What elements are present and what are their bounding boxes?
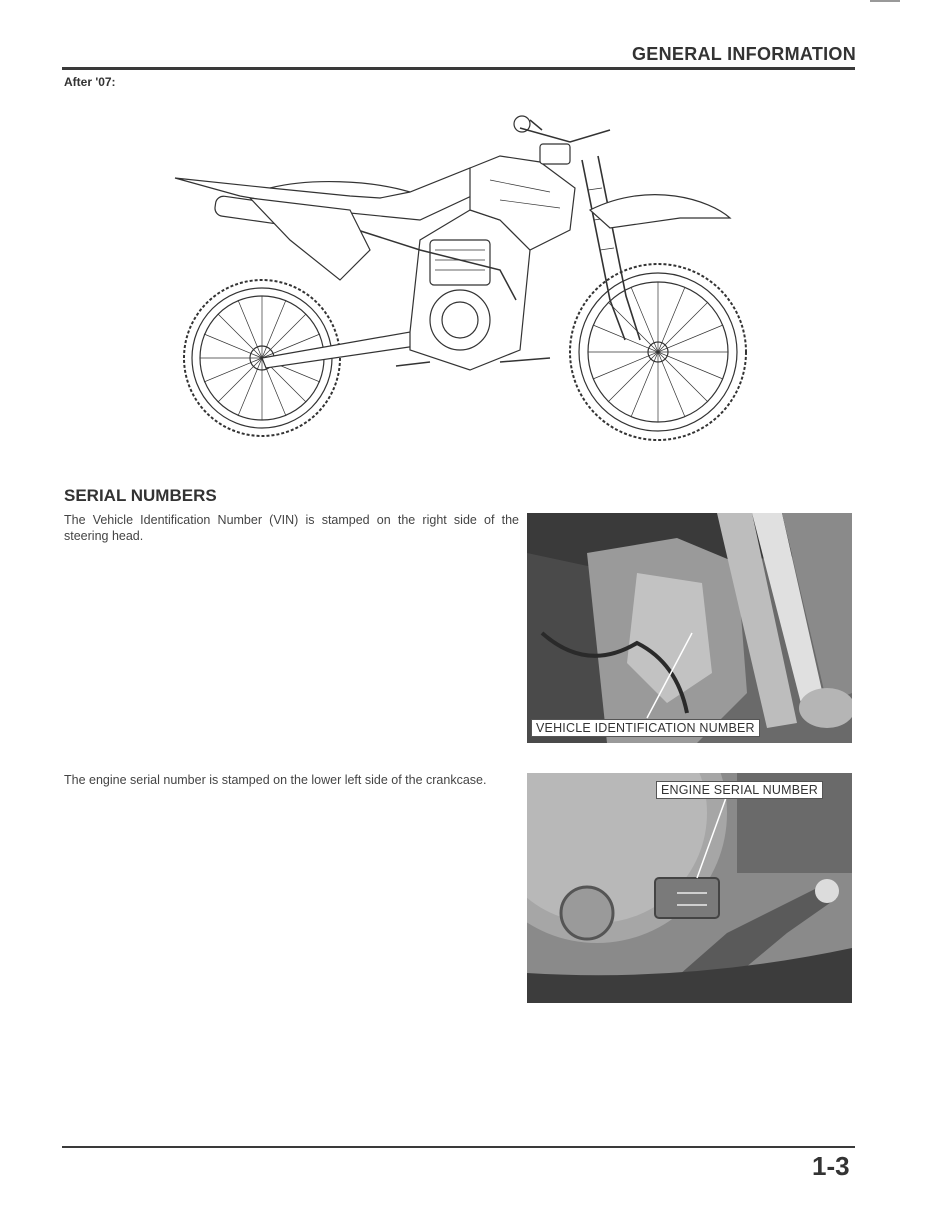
header-rule bbox=[62, 67, 855, 70]
engine-serial-description: The engine serial number is stamped on the lower left side of the crankcase. bbox=[64, 773, 487, 787]
model-year-note: After '07: bbox=[64, 75, 116, 89]
serial-numbers-heading: SERIAL NUMBERS bbox=[64, 486, 217, 505]
front-wheel bbox=[570, 264, 746, 440]
page-number: 1-3 bbox=[812, 1151, 850, 1181]
motorcycle-illustration bbox=[170, 100, 760, 450]
footer-rule bbox=[62, 1146, 855, 1148]
scan-mark bbox=[870, 0, 900, 2]
vin-description: The Vehicle Identification Number (VIN) is stamped on the right side of the steering head. bbox=[64, 513, 519, 543]
vin-photo bbox=[527, 513, 852, 743]
section-title: GENERAL INFORMATION bbox=[632, 44, 857, 64]
engine-serial-callout-label: ENGINE SERIAL NUMBER bbox=[656, 781, 823, 799]
vin-callout-label: VEHICLE IDENTIFICATION NUMBER bbox=[531, 719, 760, 737]
engine-serial-photo bbox=[527, 773, 852, 1003]
